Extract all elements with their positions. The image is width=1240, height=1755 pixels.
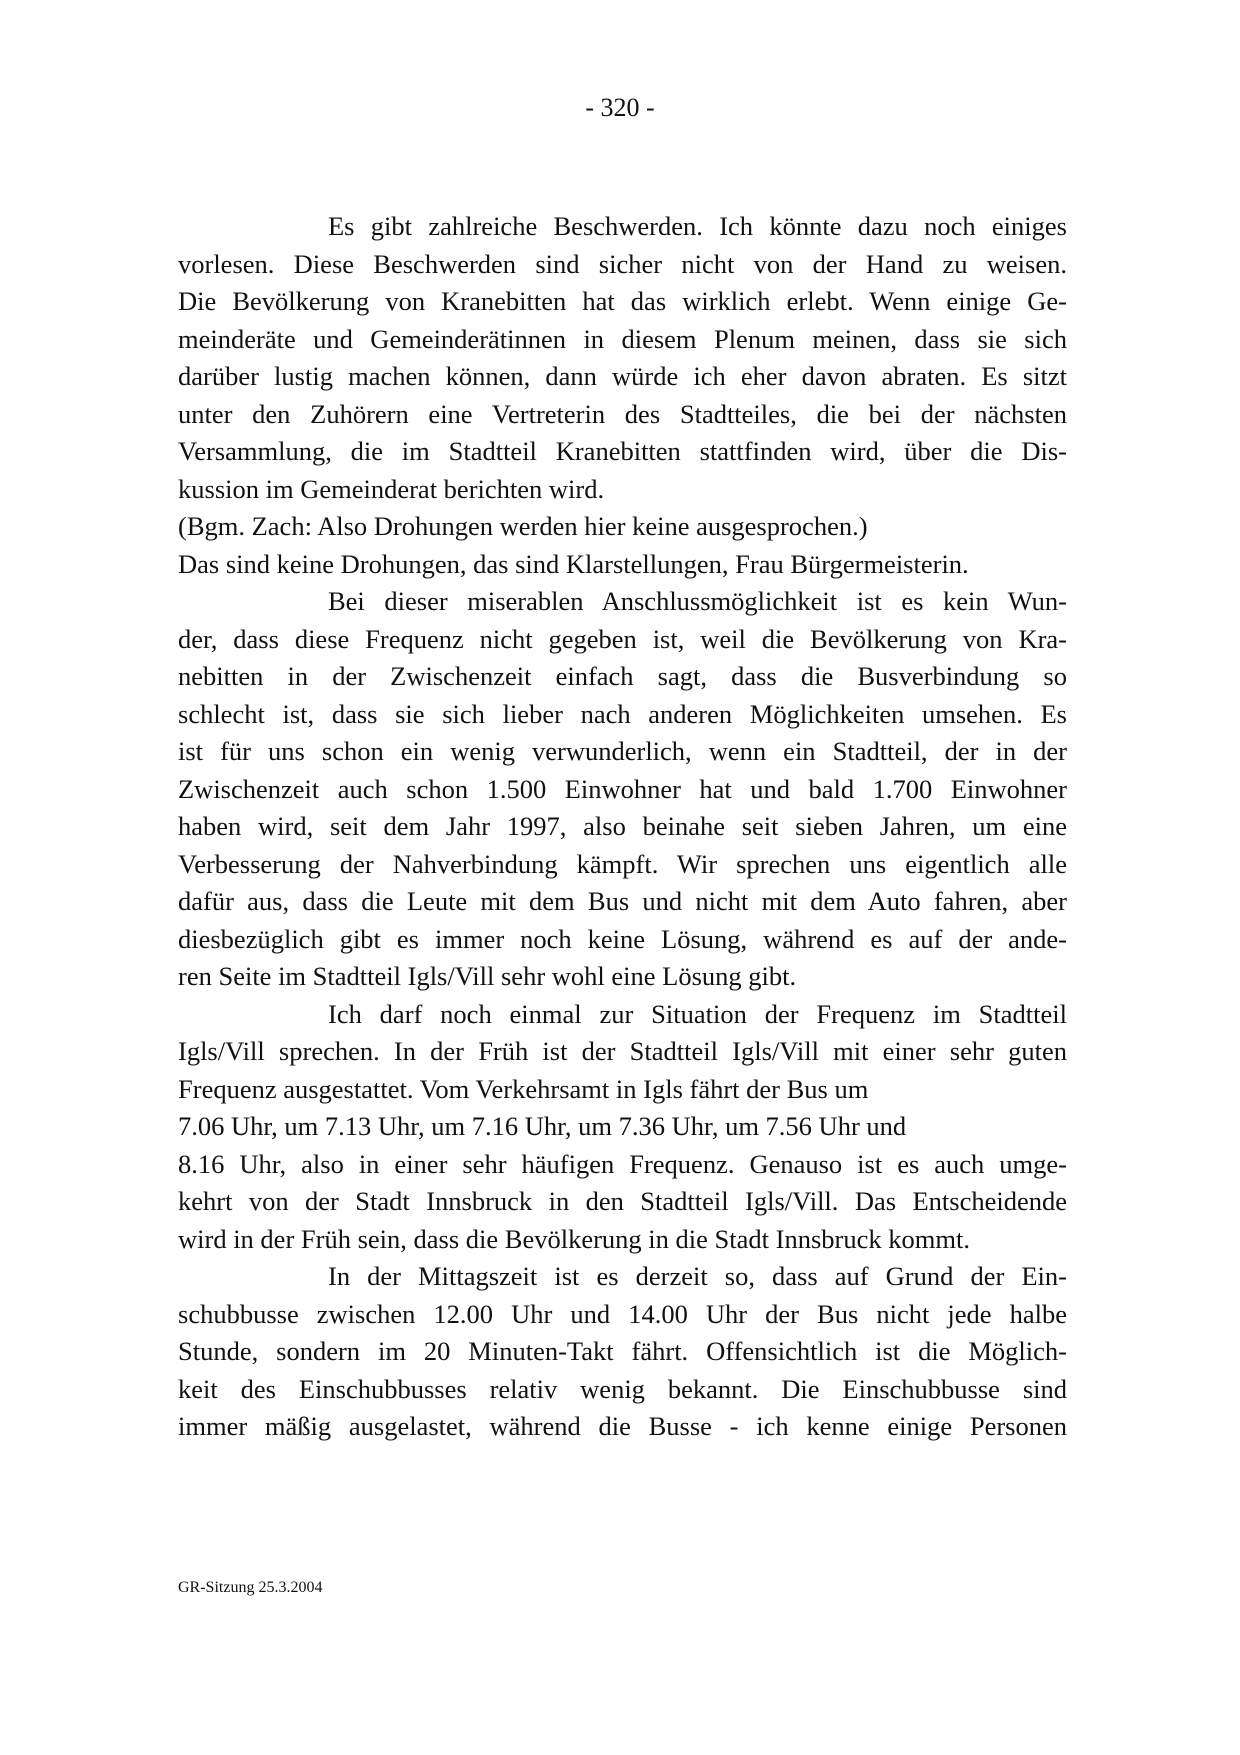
text-line: Stunde, sondern im 20 Minuten-Takt fährt. Offensichtlich ist die Möglich- xyxy=(178,1336,1067,1366)
text-line: schlecht ist, dass sie sich lieber nach anderen Möglichkeiten umsehen. Es xyxy=(178,698,1067,729)
text-line: Ich darf noch einmal zur Situation der Frequenz im Stadtteil xyxy=(328,998,1067,1029)
text-line: meinderäte und Gemeinderätinnen in diesem Plenum meinen, dass sie sich xyxy=(178,323,1067,354)
interjection-line: (Bgm. Zach: Also Drohungen werden hier keine ausgesprochen.) xyxy=(178,511,868,541)
text-line: diesbezüglich gibt es immer noch keine Lösung, während es auf der ande- xyxy=(178,923,1067,954)
footer-session-date: GR-Sitzung 25.3.2004 xyxy=(178,1579,323,1596)
text-line: 7.06 Uhr, um 7.13 Uhr, um 7.16 Uhr, um 7.36 Uhr, um 7.56 Uhr und xyxy=(178,1111,907,1141)
text-line: Die Bevölkerung von Kranebitten hat das wirklich erlebt. Wenn einige Ge- xyxy=(178,286,1067,316)
text-line: vorlesen. Diese Beschwerden sind sicher nicht von der Hand zu weisen. xyxy=(178,248,1067,279)
text-line: wird in der Früh sein, dass die Bevölkerung in die Stadt Innsbruck kommt. xyxy=(178,1223,970,1254)
text-line: Bei dieser miserablen Anschlussmöglichkeit ist es kein Wun- xyxy=(328,586,1067,616)
text-line: darüber lustig machen können, dann würde ich eher davon abraten. Es sitzt xyxy=(178,361,1067,391)
text-line: kussion im Gemeinderat berichten wird. xyxy=(178,473,605,504)
text-line: dafür aus, dass die Leute mit dem Bus und nicht mit dem Auto fahren, aber xyxy=(178,886,1067,916)
text-line: Es gibt zahlreiche Beschwerden. Ich könnte dazu noch einiges xyxy=(328,211,1067,241)
text-line: Zwischenzeit auch schon 1.500 Einwohner hat und bald 1.700 Einwohner xyxy=(178,773,1067,804)
text-line: schubbusse zwischen 12.00 Uhr und 14.00 Uhr der Bus nicht jede halbe xyxy=(178,1298,1067,1329)
text-line: immer mäßig ausgelastet, während die Busse - ich kenne einige Personen xyxy=(178,1411,1067,1441)
text-line: Versammlung, die im Stadtteil Kranebitten stattfinden wird, über die Dis- xyxy=(178,436,1067,466)
text-line: nebitten in der Zwischenzeit einfach sagt, dass die Busverbindung so xyxy=(178,661,1067,691)
text-line: In der Mittagszeit ist es derzeit so, dass auf Grund der Ein- xyxy=(328,1261,1067,1291)
text-line: keit des Einschubbusses relativ wenig bekannt. Die Einschubbusse sind xyxy=(178,1373,1067,1404)
text-line: unter den Zuhörern eine Vertreterin des Stadtteiles, die bei der nächsten xyxy=(178,398,1067,429)
text-line: Igls/Vill sprechen. In der Früh ist der Stadtteil Igls/Vill mit einer sehr guten xyxy=(178,1036,1067,1066)
text-line: kehrt von der Stadt Innsbruck in den Stadtteil Igls/Vill. Das Entscheidende xyxy=(178,1186,1067,1216)
text-line: 8.16 Uhr, also in einer sehr häufigen Frequenz. Genauso ist es auch umge- xyxy=(178,1148,1067,1179)
page-number: - 320 - xyxy=(585,93,655,122)
text-line: der, dass diese Frequenz nicht gegeben ist, weil die Bevölkerung von Kra- xyxy=(178,623,1067,654)
text-line: Das sind keine Drohungen, das sind Klarstellungen, Frau Bürgermeisterin. xyxy=(178,548,969,579)
text-line: ren Seite im Stadtteil Igls/Vill sehr wohl eine Lösung gibt. xyxy=(178,961,797,991)
text-line: ist für uns schon ein wenig verwunderlich, wenn ein Stadtteil, der in der xyxy=(178,736,1067,766)
text-line: Frequenz ausgestattet. Vom Verkehrsamt in Igls fährt der Bus um xyxy=(178,1073,869,1104)
text-line: Verbesserung der Nahverbindung kämpft. Wir sprechen uns eigentlich alle xyxy=(178,848,1067,879)
body-text xyxy=(178,208,1067,1446)
text-line: haben wird, seit dem Jahr 1997, also beinahe seit sieben Jahren, um eine xyxy=(178,811,1067,841)
